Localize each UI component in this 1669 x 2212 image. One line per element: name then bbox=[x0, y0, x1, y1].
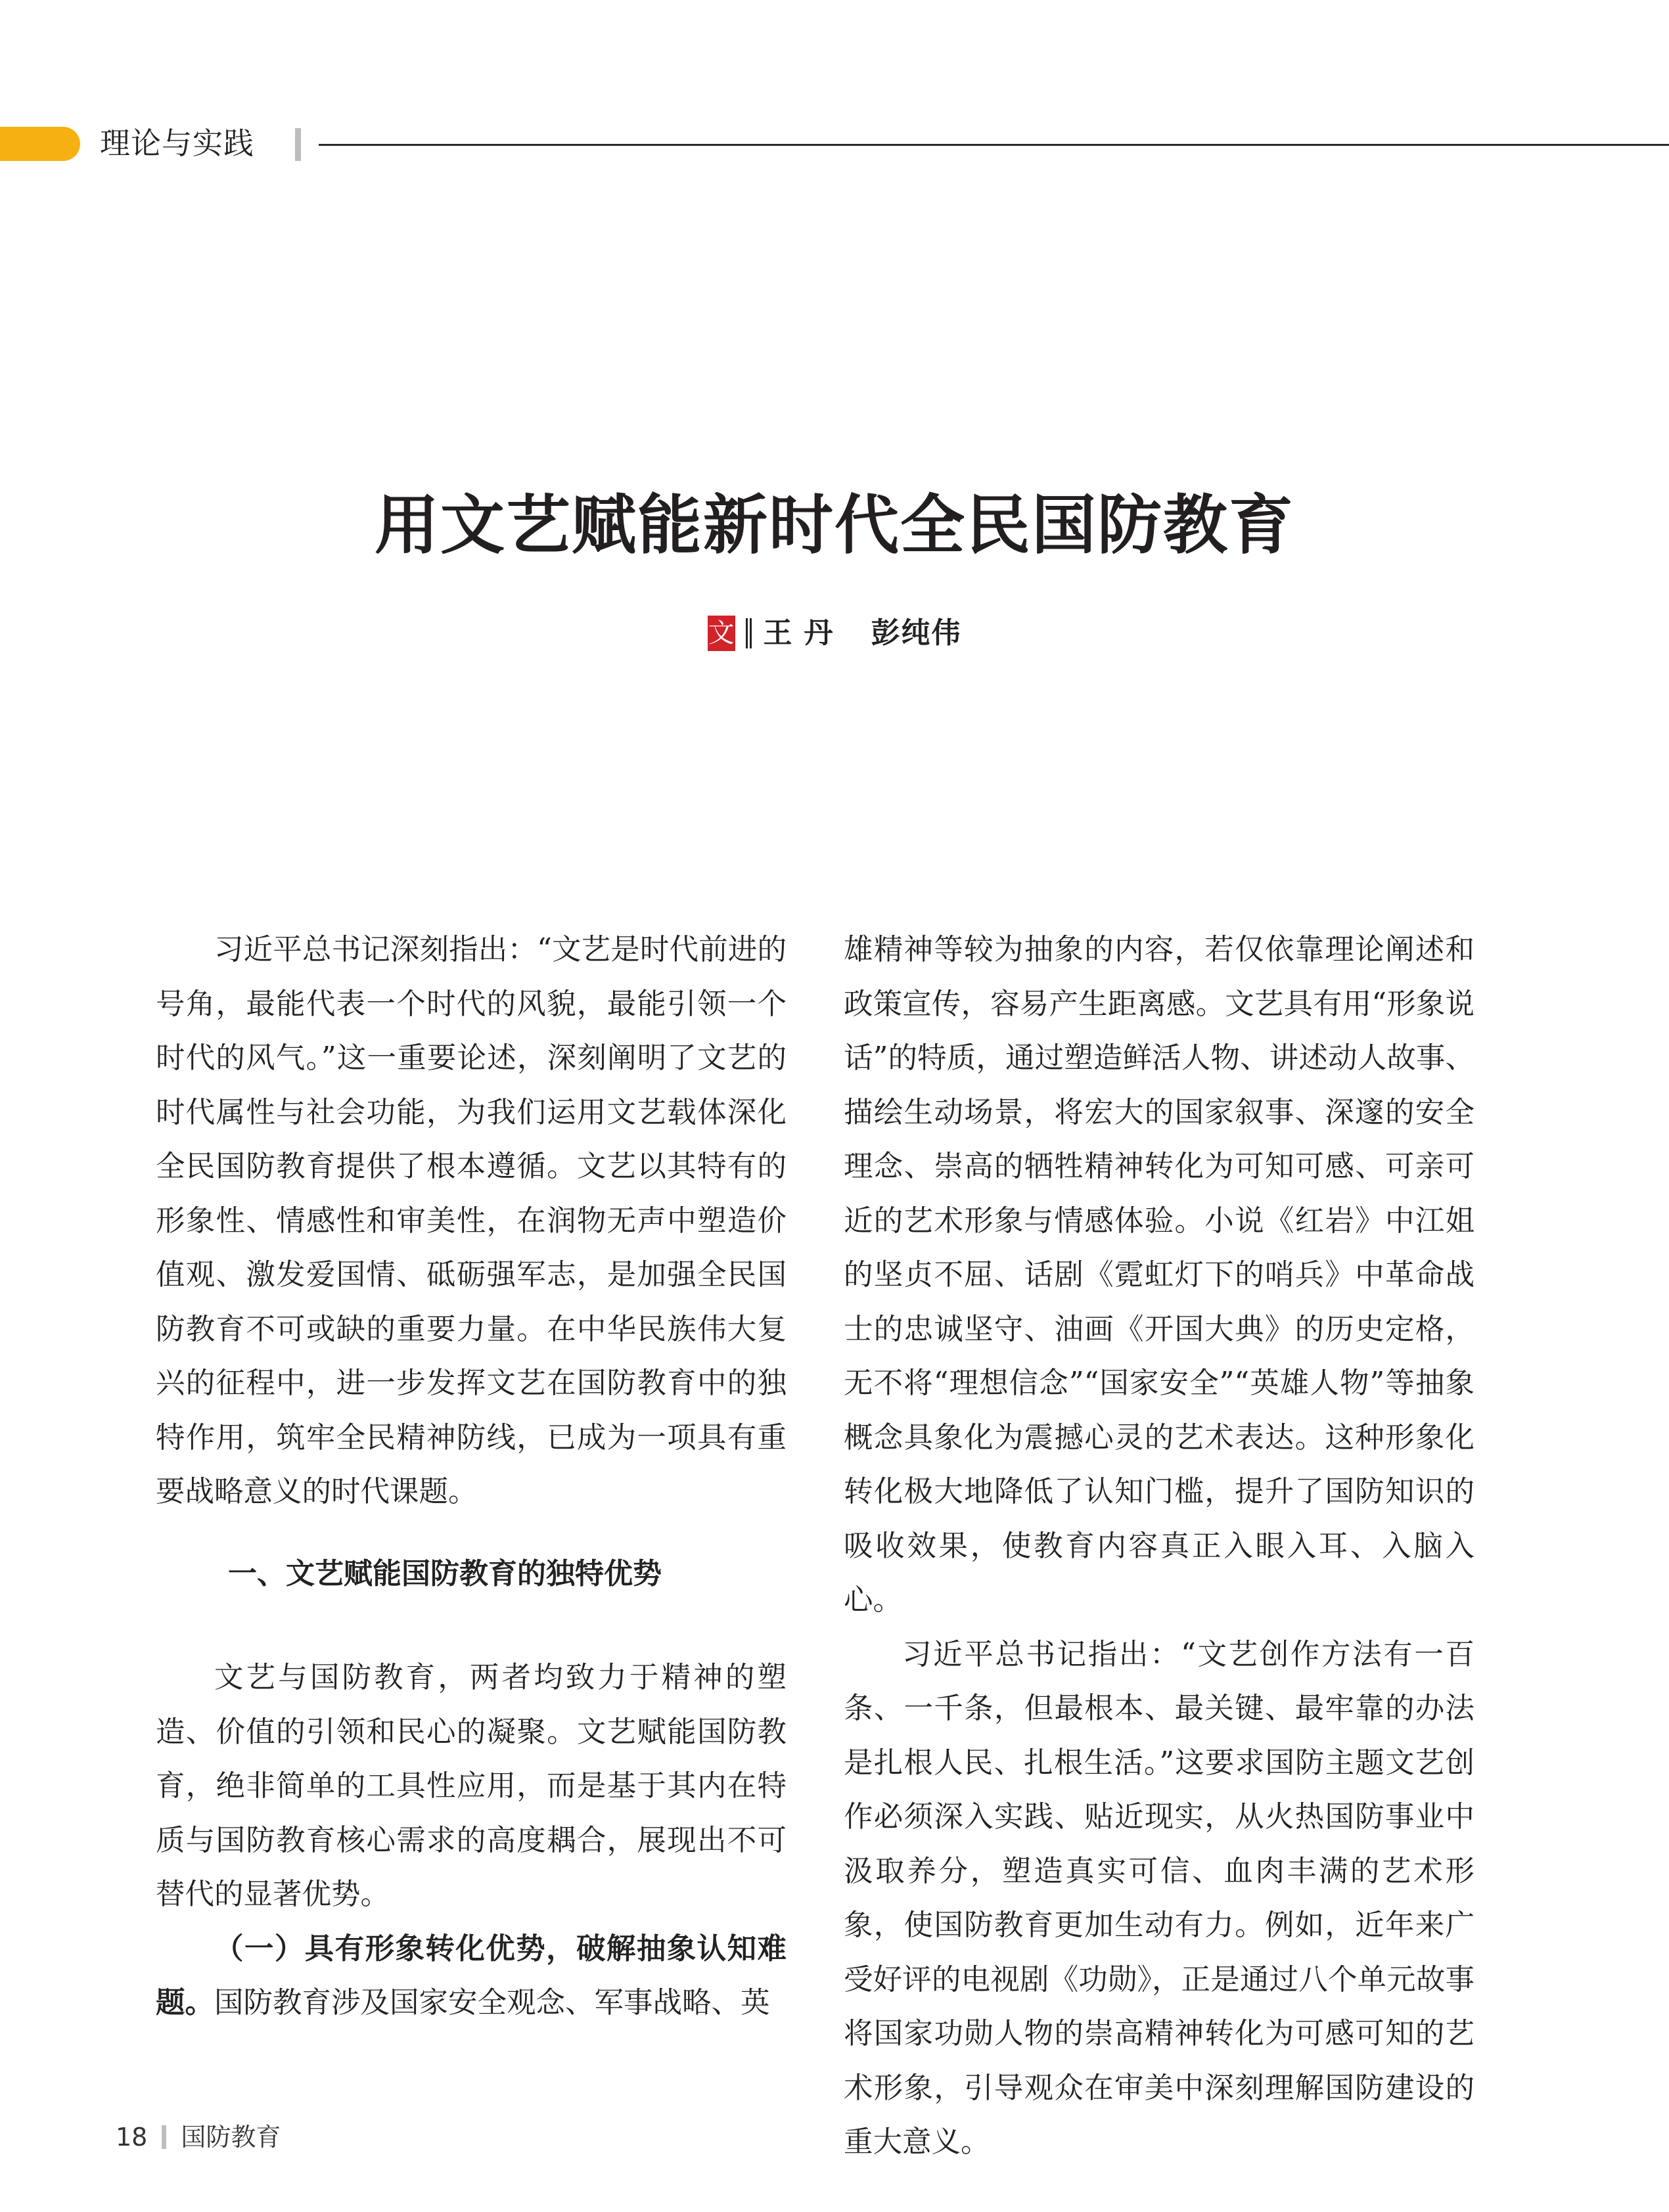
publication-name: 国防教育 bbox=[181, 2123, 281, 2152]
section-label: 理论与实践 bbox=[100, 125, 254, 161]
subsection-text: 国防教育涉及国家安全观念、军事战略、英 bbox=[214, 1986, 770, 2020]
byline-marker-badge: 文 bbox=[708, 616, 735, 651]
byline-divider-icon bbox=[746, 618, 752, 648]
right-column bbox=[844, 923, 1475, 2170]
subsection-heading: （一）具有形象转化优势，破解抽象认知难题。 bbox=[156, 1931, 787, 2020]
left-column bbox=[156, 923, 787, 2031]
intro-paragraph: 习近平总书记深刻指出：“文艺是时代前进的号角，最能代表一个时代的风貌，最能引领一个时代的风气。”这一重要论述，深刻阐明了文艺的时代属性与社会功能，为我们运用文艺载体深化全民国防教育提供了根本遵循。文艺以其特有的形象性、情感性和审美性，在润物无声中塑造价值观、激发爱国情、砥砺强军志，是加强全民国防教育不可或缺的重要力量。在中华民族伟大复兴的征程中，进一步发挥文艺在国防教育中的独特作用，筑牢全民精神防线，已成为一项具有重要战略意义的时代课题。 bbox=[156, 933, 787, 1508]
subsection-paragraph bbox=[156, 1922, 787, 2031]
page-footer bbox=[116, 2121, 281, 2154]
author-name: 王丹 bbox=[763, 616, 845, 650]
byline bbox=[0, 614, 1669, 652]
body-paragraph-continued: 雄精神等较为抽象的内容，若仅依靠理论阐述和政策宣传，容易产生距离感。文艺具有用“形象说话”的特质，通过塑造鲜活人物、讲述动人故事、描绘生动场景，将宏大的国家叙事、深邃的安全理念、崇高的牺牲精神转化为可知可感、可亲可近的艺术形象与情感体验。小说《红岩》中江姐的坚贞不屈、话剧《霓虹灯下的哨兵》中革命战士的忠诚坚守、油画《开国大典》的历史定格，无不将“理想信念”“国家安全”“英雄人物”等抽象概念具象化为震撼心灵的艺术表达。这种形象化转化极大地降低了认知门槛，提升了国防知识的吸收效果，使教育内容真正入眼入耳、入脑入心。 bbox=[844, 933, 1475, 1617]
author-name: 彭纯伟 bbox=[871, 616, 962, 650]
page-number: 18 bbox=[116, 2123, 148, 2152]
article-title: 用文艺赋能新时代全民国防教育 bbox=[374, 488, 1294, 563]
body-paragraph: 文艺与国防教育，两者均致力于精神的塑造、价值的引领和民心的凝聚。文艺赋能国防教育，绝非简单的工具性应用，而是基于其内在特质与国防教育核心需求的高度耦合，展现出不可替代的显著优势。 bbox=[156, 1661, 787, 1911]
section-accent-pill bbox=[0, 127, 80, 161]
header-divider-bar bbox=[295, 128, 301, 161]
body-paragraph: 习近平总书记指出：“文艺创作方法有一百条、一千条，但最根本、最关键、最牢靠的办法是扎根人民、扎根生活。”这要求国防主题文艺创作必须深入实践、贴近现实，从火热国防事业中汲取养分，塑造真实可信、血肉丰满的艺术形象，使国防教育更加生动有力。例如，近年来广受好评的电视剧《功勋》，正是通过八个单元故事将国家功勋人物的崇高精神转化为可感可知的艺术形象，引导观众在审美中深刻理解国防建设的重大意义。 bbox=[844, 1637, 1475, 2159]
section-heading: 一、文艺赋能国防教育的独特优势 bbox=[228, 1556, 662, 1591]
header-rule bbox=[319, 144, 1669, 146]
footer-divider-bar bbox=[162, 2125, 166, 2149]
